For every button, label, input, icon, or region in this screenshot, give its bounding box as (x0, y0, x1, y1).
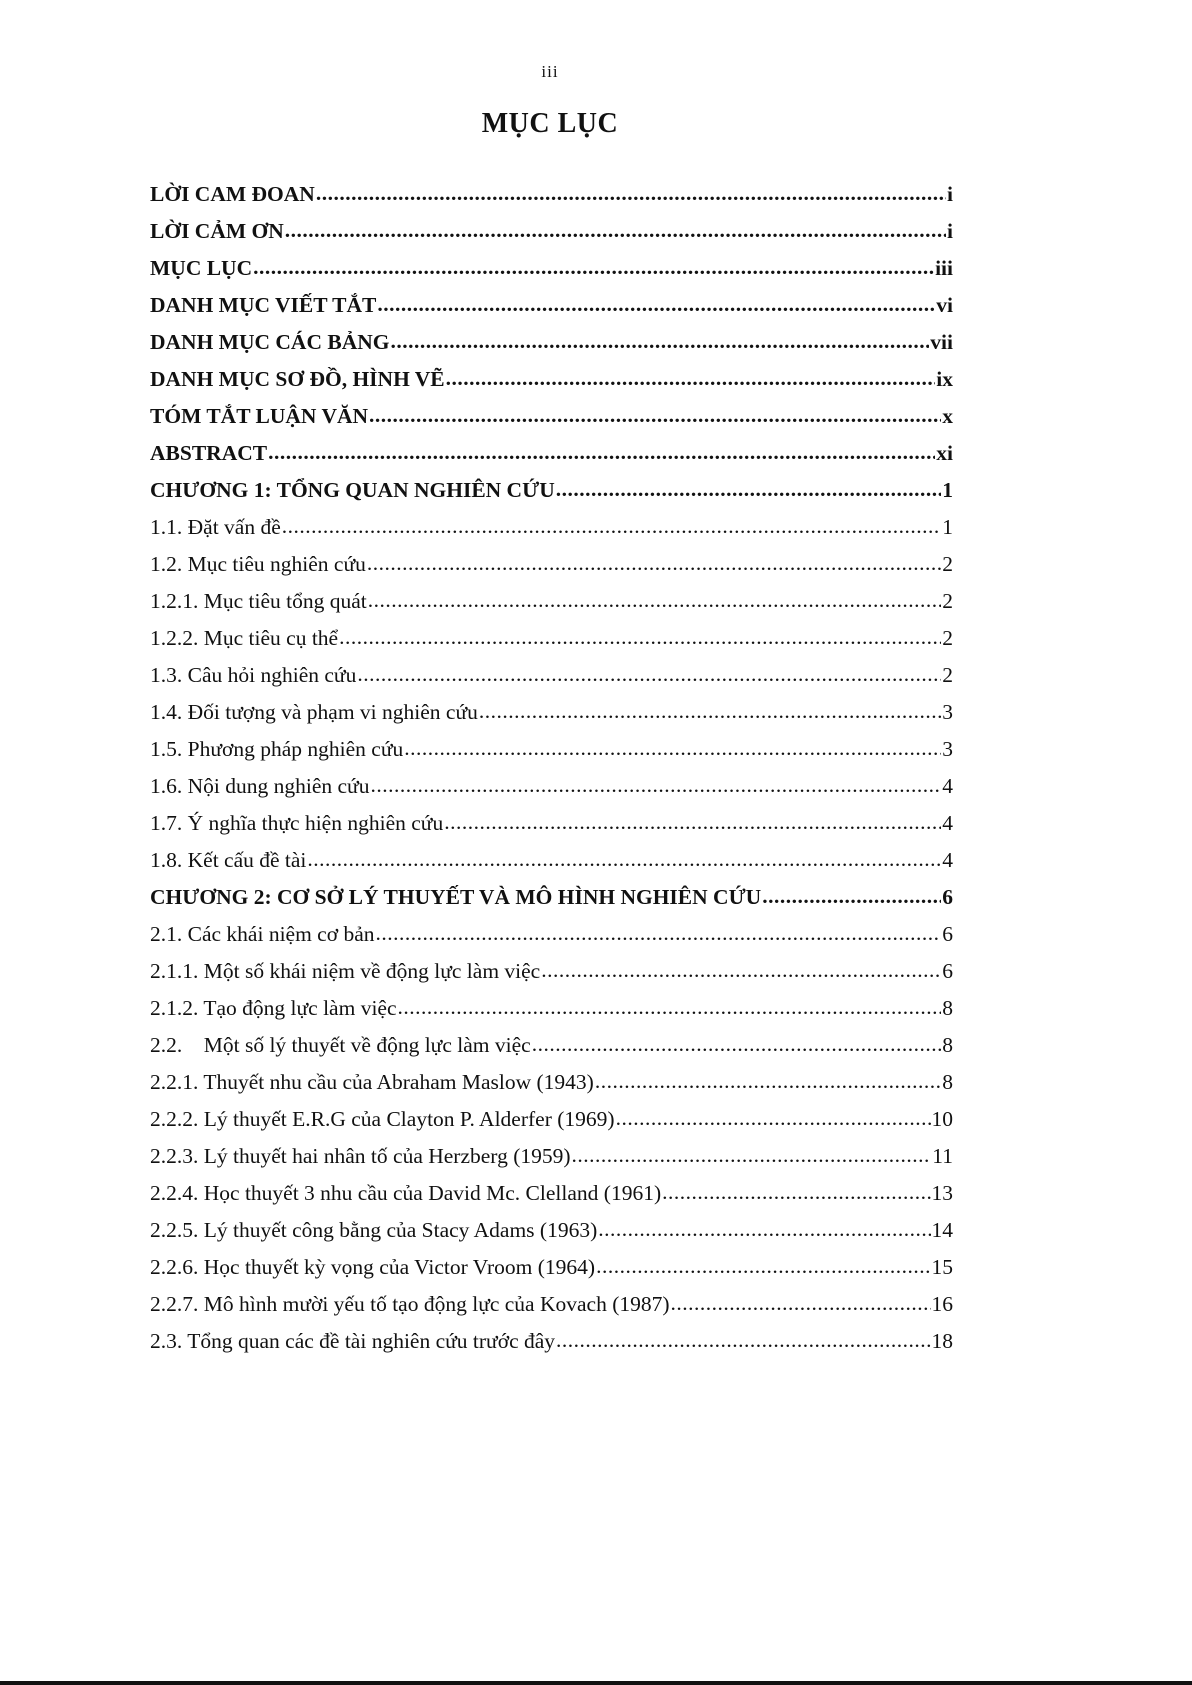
toc-entry-page: 2 (942, 589, 953, 613)
toc-entry-page: 4 (942, 848, 953, 872)
toc-entry[interactable] (150, 805, 953, 842)
toc-entry-label: DANH MỤC CÁC BẢNG (150, 330, 390, 354)
toc-entry-label: 2.3. Tổng quan các đề tài nghiên cứu trước đây (150, 1329, 556, 1353)
toc-dot-leader (556, 471, 942, 508)
toc-entry[interactable] (150, 398, 953, 435)
toc-entry-page: 2 (942, 663, 953, 687)
toc-entry-label: 1.4. Đối tượng và phạm vi nghiên cứu (150, 700, 478, 724)
toc-entry-page: 3 (942, 700, 953, 724)
toc-entry-label: 1.5. Phương pháp nghiên cứu (150, 737, 404, 761)
toc-dot-leader (376, 915, 942, 952)
page-bottom-border (0, 1681, 1192, 1685)
toc-entry-label: 2.2.7. Mô hình mười yếu tố tạo động lực của Kovach (1987) (150, 1292, 670, 1316)
toc-entry-page: 11 (932, 1144, 953, 1168)
toc-entry[interactable] (150, 1101, 953, 1138)
toc-entry[interactable] (150, 879, 953, 916)
toc-entry-page: i (947, 182, 953, 206)
toc-dot-leader (556, 1322, 930, 1359)
toc-entry-label: 2.2.6. Học thuyết kỳ vọng của Victor Vroom (1964) (150, 1255, 596, 1279)
toc-entry[interactable] (150, 1064, 953, 1101)
toc-entry-label: 2.2.4. Học thuyết 3 nhu cầu của David Mc. Clelland (1961) (150, 1181, 662, 1205)
toc-dot-leader (595, 1063, 941, 1100)
toc-entry-label: 1.8. Kết cấu đề tài (150, 848, 307, 872)
toc-entry-page: 4 (942, 774, 953, 798)
toc-entry-label: 2.1.1. Một số khái niệm về động lực làm việc (150, 959, 541, 983)
toc-entry-page: 8 (942, 996, 953, 1020)
toc-dot-leader (316, 175, 946, 212)
toc-dot-leader (671, 1285, 931, 1322)
toc-entry-page: xi (936, 441, 953, 465)
toc-entry[interactable] (150, 768, 953, 805)
toc-dot-leader (307, 841, 941, 878)
toc-dot-leader (572, 1137, 932, 1174)
toc-entry-page: 13 (931, 1181, 953, 1205)
toc-entry[interactable] (150, 1138, 953, 1175)
toc-entry[interactable] (150, 1175, 953, 1212)
toc-entry-page: 6 (942, 922, 953, 946)
toc-entry-label: MỤC LỤC (150, 256, 253, 280)
toc-entry-page: vii (930, 330, 953, 354)
toc-entry-page: 6 (942, 959, 953, 983)
toc-entry-label: 2.2.1. Thuyết nhu cầu của Abraham Maslow (1943) (150, 1070, 594, 1094)
toc-entry-label: ABSTRACT (150, 441, 268, 465)
toc-entry-page: 2 (942, 552, 953, 576)
toc-dot-leader (253, 249, 934, 286)
toc-dot-leader (762, 878, 941, 915)
toc-entry-page: 3 (942, 737, 953, 761)
toc-entry[interactable] (150, 842, 953, 879)
toc-entry[interactable] (150, 324, 953, 361)
toc-dot-leader (282, 508, 941, 545)
toc-entry-label: 1.2. Mục tiêu nghiên cứu (150, 552, 366, 576)
toc-entry-label: LỜI CAM ĐOAN (150, 182, 315, 206)
toc-dot-leader (596, 1248, 930, 1285)
toc-entry-label: CHƯƠNG 2: CƠ SỞ LÝ THUYẾT VÀ MÔ HÌNH NGHIÊN CỨU (150, 885, 762, 909)
toc-entry-page: 1 (942, 478, 953, 502)
toc-entry[interactable] (150, 1027, 953, 1064)
toc-entry-page: 6 (942, 885, 953, 909)
toc-entry-label: 2.1. Các khái niệm cơ bản (150, 922, 375, 946)
toc-entry-label: 1.7. Ý nghĩa thực hiện nghiên cứu (150, 811, 444, 835)
toc-entry[interactable] (150, 546, 953, 583)
toc-entry-label: 2.2.2. Lý thuyết E.R.G của Clayton P. Alderfer (1969) (150, 1107, 615, 1131)
toc-entry-label: 2.2.3. Lý thuyết hai nhân tố của Herzberg (1959) (150, 1144, 571, 1168)
toc-dot-leader (444, 804, 941, 841)
toc-entry-page: x (942, 404, 953, 428)
toc-entry-label: 1.6. Nội dung nghiên cứu (150, 774, 370, 798)
toc-entry[interactable] (150, 1249, 953, 1286)
toc-entry-page: 10 (931, 1107, 953, 1131)
toc-entry[interactable] (150, 287, 953, 324)
toc-entry-label: 1.3. Câu hỏi nghiên cứu (150, 663, 357, 687)
toc-entry[interactable] (150, 250, 953, 287)
toc-entry-page: ix (936, 367, 953, 391)
toc-entry-label: 2.1.2. Tạo động lực làm việc (150, 996, 397, 1020)
toc-dot-leader (616, 1100, 931, 1137)
toc-entry-label: 1.1. Đặt vấn đề (150, 515, 281, 539)
toc-entry[interactable] (150, 1323, 953, 1360)
toc-dot-leader (446, 360, 936, 397)
toc-entry-page: 8 (942, 1033, 953, 1057)
toc-entry[interactable] (150, 731, 953, 768)
toc-dot-leader (404, 730, 941, 767)
toc-entry-page: i (947, 219, 953, 243)
toc-entry-label: 2.2. Một số lý thuyết về động lực làm việc (150, 1033, 531, 1057)
toc-entry[interactable] (150, 583, 953, 620)
toc-dot-leader (367, 545, 941, 582)
toc-entry[interactable] (150, 916, 953, 953)
toc-entry-page: vi (936, 293, 953, 317)
toc-entry-page: 14 (931, 1218, 953, 1242)
toc-entry-label: TÓM TẮT LUẬN VĂN (150, 404, 369, 428)
toc-entry[interactable] (150, 1212, 953, 1249)
toc-entry[interactable] (150, 361, 953, 398)
toc-entry-page: 15 (931, 1255, 953, 1279)
toc-entry-page: 18 (931, 1329, 953, 1353)
toc-dot-leader (598, 1211, 930, 1248)
toc-entry[interactable] (150, 176, 953, 213)
toc-entry-label: DANH MỤC SƠ ĐỒ, HÌNH VẼ (150, 367, 445, 391)
toc-entry[interactable] (150, 435, 953, 472)
toc-entry[interactable] (150, 990, 953, 1027)
toc-entry-label: LỜI CẢM ƠN (150, 219, 284, 243)
toc-entry-page: 16 (931, 1292, 953, 1316)
toc-entry[interactable] (150, 472, 953, 509)
table-of-contents (150, 176, 953, 1360)
toc-entry[interactable] (150, 657, 953, 694)
toc-entry[interactable] (150, 509, 953, 546)
toc-dot-leader (368, 582, 941, 619)
toc-dot-leader (357, 656, 941, 693)
toc-entry-label: 1.2.2. Mục tiêu cụ thể (150, 626, 339, 650)
toc-dot-leader (541, 952, 941, 989)
toc-dot-leader (370, 767, 941, 804)
toc-entry[interactable] (150, 620, 953, 657)
toc-entry-label: DANH MỤC VIẾT TẮT (150, 293, 377, 317)
toc-dot-leader (268, 434, 935, 471)
toc-dot-leader (662, 1174, 930, 1211)
toc-entry[interactable] (150, 1286, 953, 1323)
toc-entry[interactable] (150, 694, 953, 731)
toc-dot-leader (285, 212, 946, 249)
toc-title: MỤC LỤC (481, 108, 619, 139)
toc-entry-page: 1 (942, 515, 953, 539)
toc-entry[interactable] (150, 213, 953, 250)
toc-entry-label: 2.2.5. Lý thuyết công bằng của Stacy Adams (1963) (150, 1218, 598, 1242)
toc-entry-label: 1.2.1. Mục tiêu tổng quát (150, 589, 367, 613)
toc-dot-leader (377, 286, 935, 323)
toc-entry[interactable] (150, 953, 953, 990)
toc-entry-page: 4 (942, 811, 953, 835)
toc-dot-leader (398, 989, 942, 1026)
toc-entry-page: 2 (942, 626, 953, 650)
toc-dot-leader (532, 1026, 942, 1063)
toc-dot-leader (339, 619, 941, 656)
toc-dot-leader (479, 693, 941, 730)
toc-dot-leader (390, 323, 929, 360)
toc-entry-page: iii (935, 256, 953, 280)
toc-entry-page: 8 (942, 1070, 953, 1094)
toc-dot-leader (369, 397, 941, 434)
page-number: iii (541, 62, 559, 81)
toc-entry-label: CHƯƠNG 1: TỔNG QUAN NGHIÊN CỨU (150, 478, 555, 502)
